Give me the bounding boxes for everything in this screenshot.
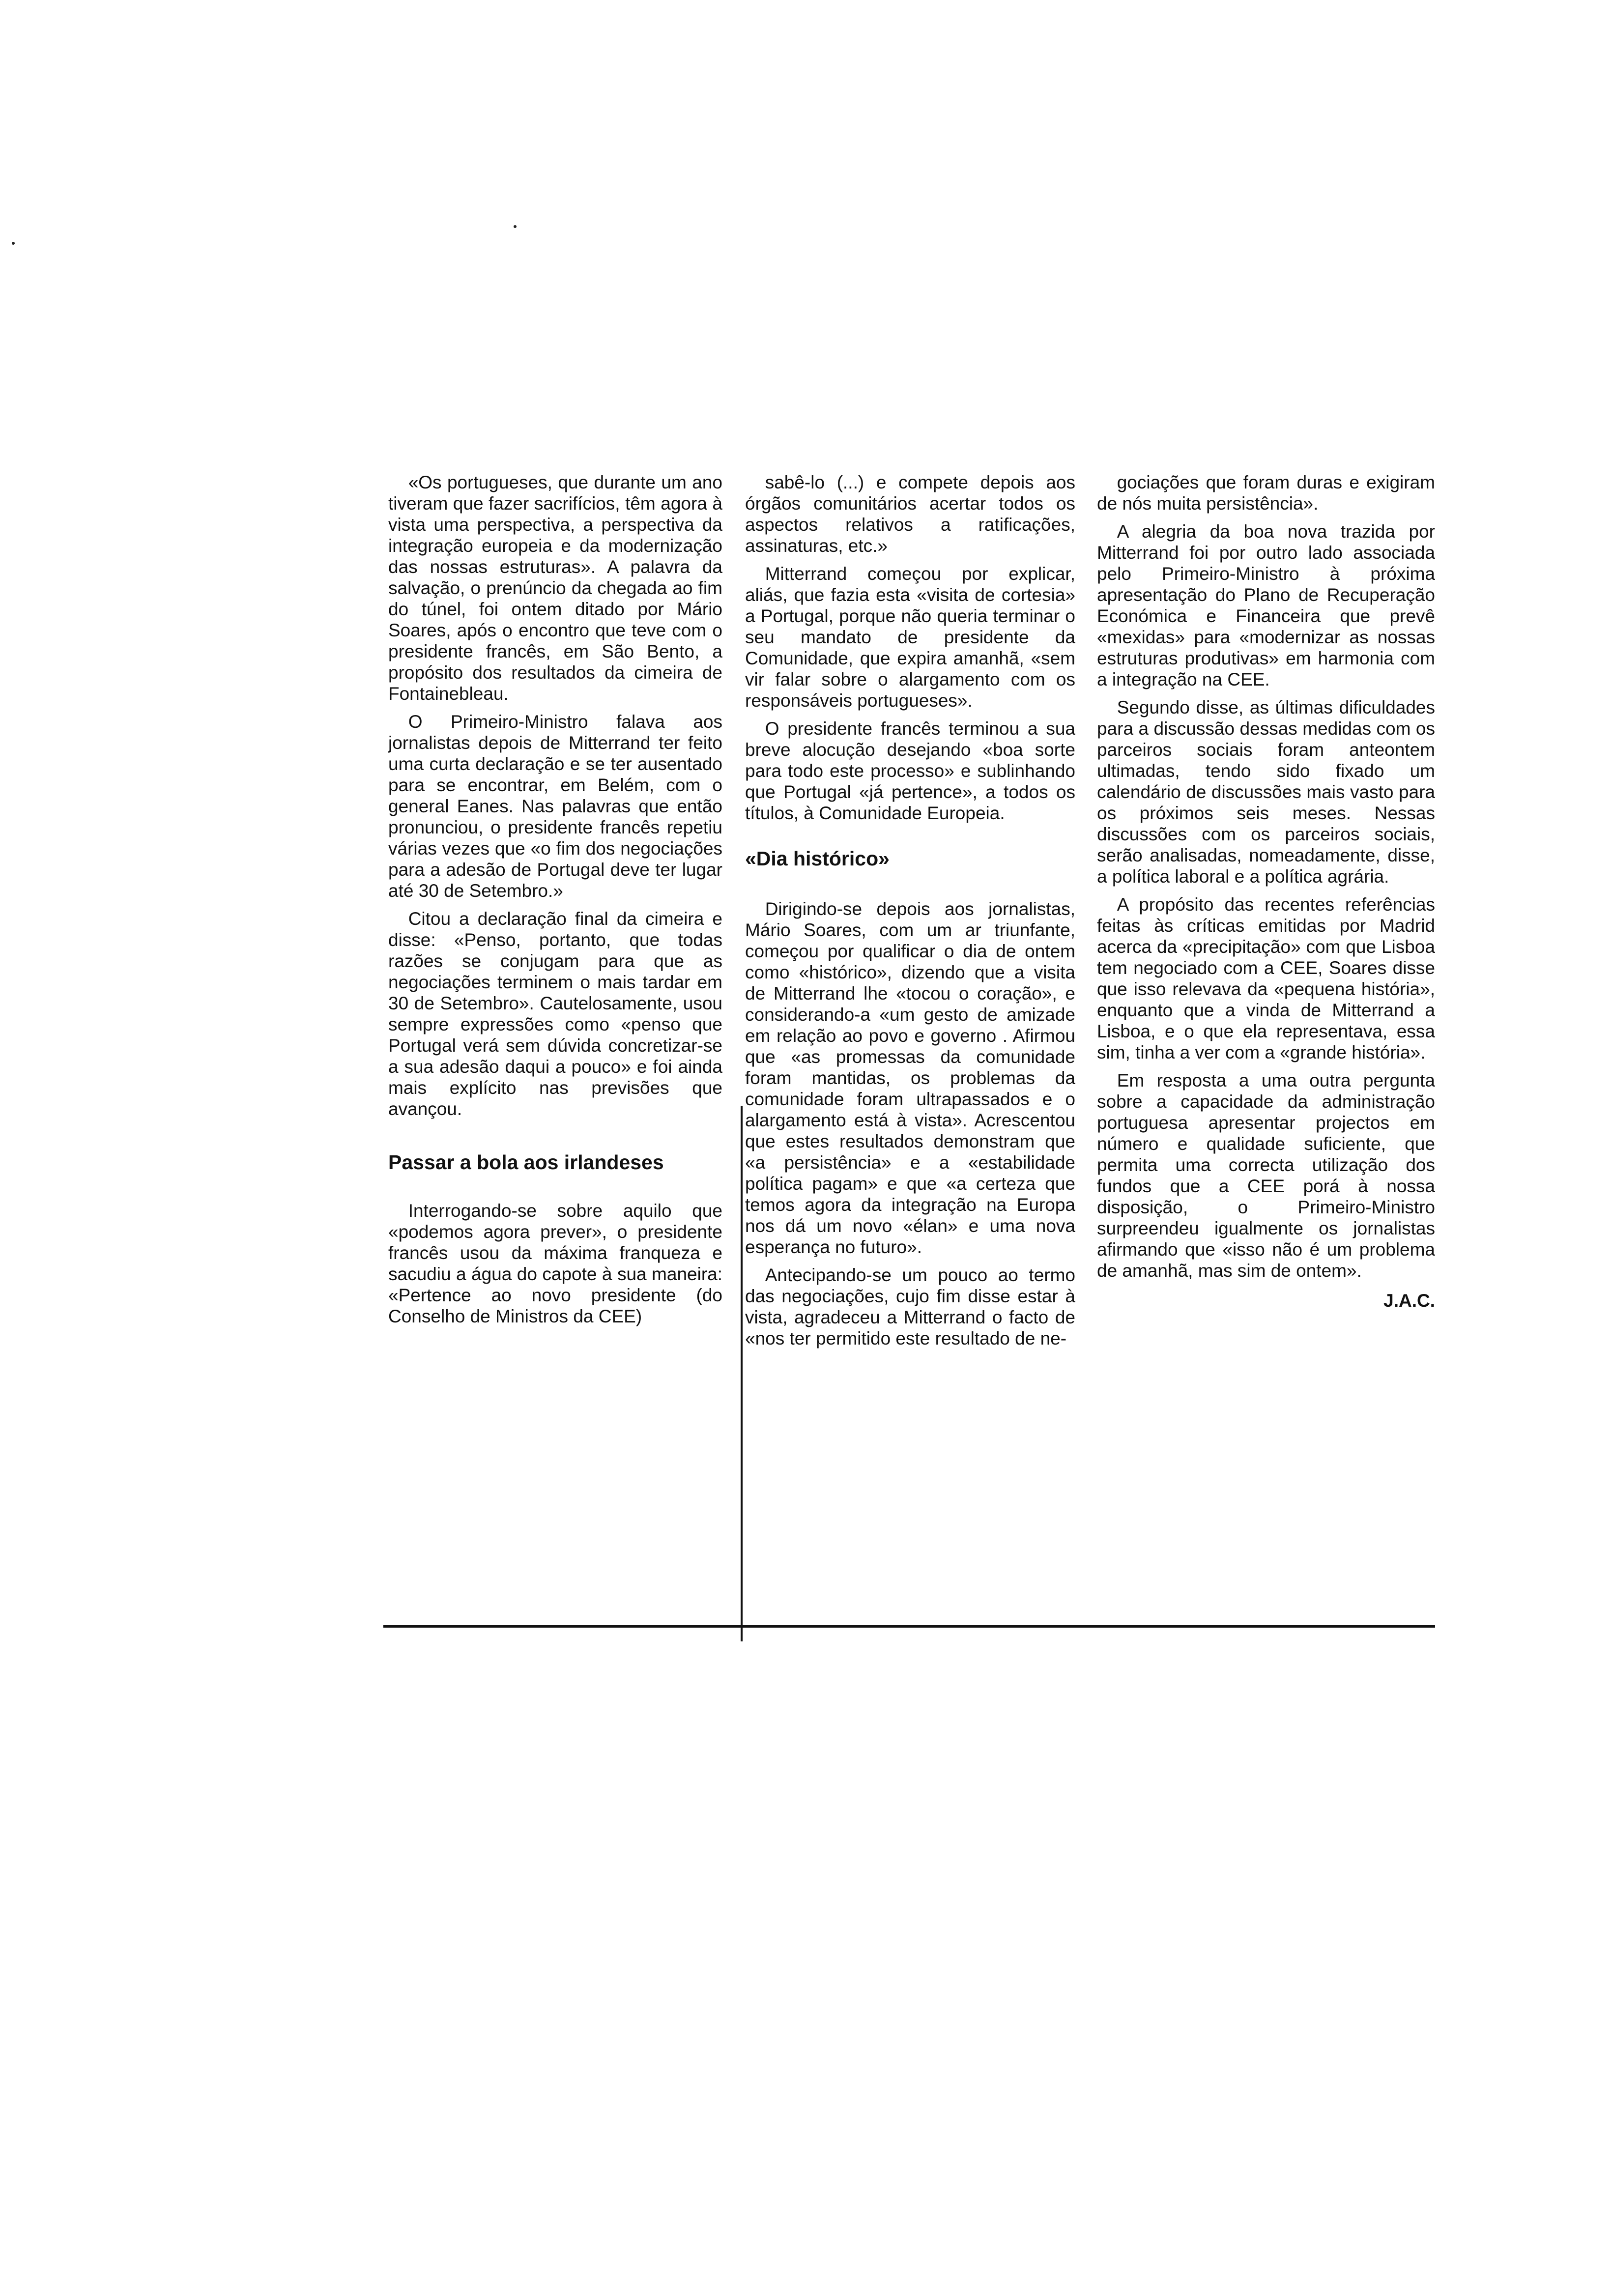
paragraph: Dirigindo-se depois aos jornalistas, Mário Soares, com um ar triunfante, começou por qualificar o dia de ontem como «histórico», dizendo que a visita de Mitterrand lhe «tocou o coração», e considerando-a «um gesto de amizade em relação ao povo e governo . Afirmou que «as promessas da comunidade foram mantidas, os problemas da comunidade foram ultrapassados e o alargamento está à vista». Acrescentou que estes resultados demonstram que «a persistência» e a «estabilidade política pagam» e que «a certeza que temos agora da integração na Europa nos dá um novo «élan» e uma nova esperança no futuro».: [745, 899, 1075, 1257]
article-column-3: [1097, 472, 1435, 1318]
scan-speck: [12, 242, 15, 245]
section-heading: «Dia histórico»: [745, 847, 890, 870]
paragraph: O Primeiro-Ministro falava aos jornalistas depois de Mitterrand ter feito uma curta declaração e se ter ausentado para se encontrar, em Belém, com o general Eanes. Nas palavras que então pronunciou, o presidente francês repetiu várias vezes que «o fim dos negociações para a adesão de Portugal deve ter lugar até 30 de Setembro.»: [388, 712, 722, 901]
paragraph: A alegria da boa nova trazida por Mitterrand foi por outro lado associada pelo Primeiro-Ministro à próxima apresentação do Plano de Recuperação Económica e Financeira que prevê «mexidas» para «modernizar as nossas estruturas produtivas» em harmonia com a integração na CEE.: [1097, 521, 1435, 689]
bottom-rule: [383, 1625, 1435, 1628]
newspaper-clipping: [383, 472, 1435, 1632]
paragraph: Mitterrand começou por explicar, aliás, que fazia esta «visita de cortesia» a Portugal, porque não queria terminar o seu mandato de presidente da Comunidade, que expira amanhã, «sem vir falar sobre o alargamento com os responsáveis portugueses».: [745, 564, 1075, 711]
section-heading: Passar a bola aos irlandeses: [388, 1151, 664, 1174]
paragraph: «Os portugueses, que durante um ano tiveram que fazer sacrifícios, têm agora à vista uma perspectiva, a perspectiva da integração europeia e da modernização das nossas estruturas». A palavra da salvação, o prenúncio da chegada ao fim do túnel, foi ontem ditado por Mário Soares, após o encontro que teve com o presidente francês, em São Bento, a propósito dos resultados da cimeira de Fontainebleau.: [388, 472, 722, 704]
paragraph: Segundo disse, as últimas dificuldades para a discussão dessas medidas com os parceiros sociais foram anteontem ultimadas, tendo sido fixado um calendário de discussões mais vasto para os próximos seis meses. Nessas discussões com os parceiros sociais, serão analisadas, nomeadamente, disse, a política laboral e a política agrária.: [1097, 697, 1435, 887]
paragraph: O presidente francês terminou a sua breve alocução desejando «boa sorte para todo este processo» e sublinhando que Portugal «já pertence», a todos os títulos, à Comunidade Europeia.: [745, 718, 1075, 823]
article-column-1: [388, 472, 722, 1334]
column-rule: [741, 1106, 743, 1641]
paragraph: Interrogando-se sobre aquilo que «podemos agora prever», o presidente francês usou da máxima franqueza e sacudiu a água do capote à sua maneira: «Pertence ao novo presidente (do Conselho de Ministros da CEE): [388, 1201, 722, 1326]
paragraph: gociações que foram duras e exigiram de nós muita persistência».: [1097, 472, 1435, 514]
article-column-2: [745, 472, 1075, 1356]
paragraph: A propósito das recentes referências feitas às críticas emitidas por Madrid acerca da «precipitação» com que Lisboa tem negociado com a CEE, Soares disse que isso relevava da «pequena história», enquanto que a vinda de Mitterrand a Lisboa, e o que ela representava, essa sim, tinha a ver com a «grande história».: [1097, 894, 1435, 1062]
author-signature: J.A.C.: [1383, 1291, 1435, 1311]
paragraph: Em resposta a uma outra pergunta sobre a capacidade da administração portuguesa apresentar projectos em número e qualidade suficiente, que permita uma correcta utilização dos fundos que a CEE porá à nossa disposição, o Primeiro-Ministro surpreendeu igualmente os jornalistas afirmando que «isso não é um problema de amanhã, mas sim de ontem».: [1097, 1070, 1435, 1281]
paragraph: Citou a declaração final da cimeira e disse: «Penso, portanto, que todas razões se conjugam para que as negociações terminem o mais tardar em 30 de Setembro». Cautelosamente, usou sempre expressões como «penso que Portugal verá sem dúvida concretizar-se a sua adesão daqui a pouco» e foi ainda mais explícito nas previsões que avançou.: [388, 909, 722, 1119]
scan-speck: [514, 225, 517, 228]
paragraph: sabê-lo (...) e compete depois aos órgãos comunitários acertar todos os aspectos relativos a ratificações, assinaturas, etc.»: [745, 472, 1075, 556]
paragraph: Antecipando-se um pouco ao termo das negociações, cujo fim disse estar à vista, agradeceu a Mitterrand o facto de «nos ter permitido este resultado de ne-: [745, 1265, 1075, 1349]
